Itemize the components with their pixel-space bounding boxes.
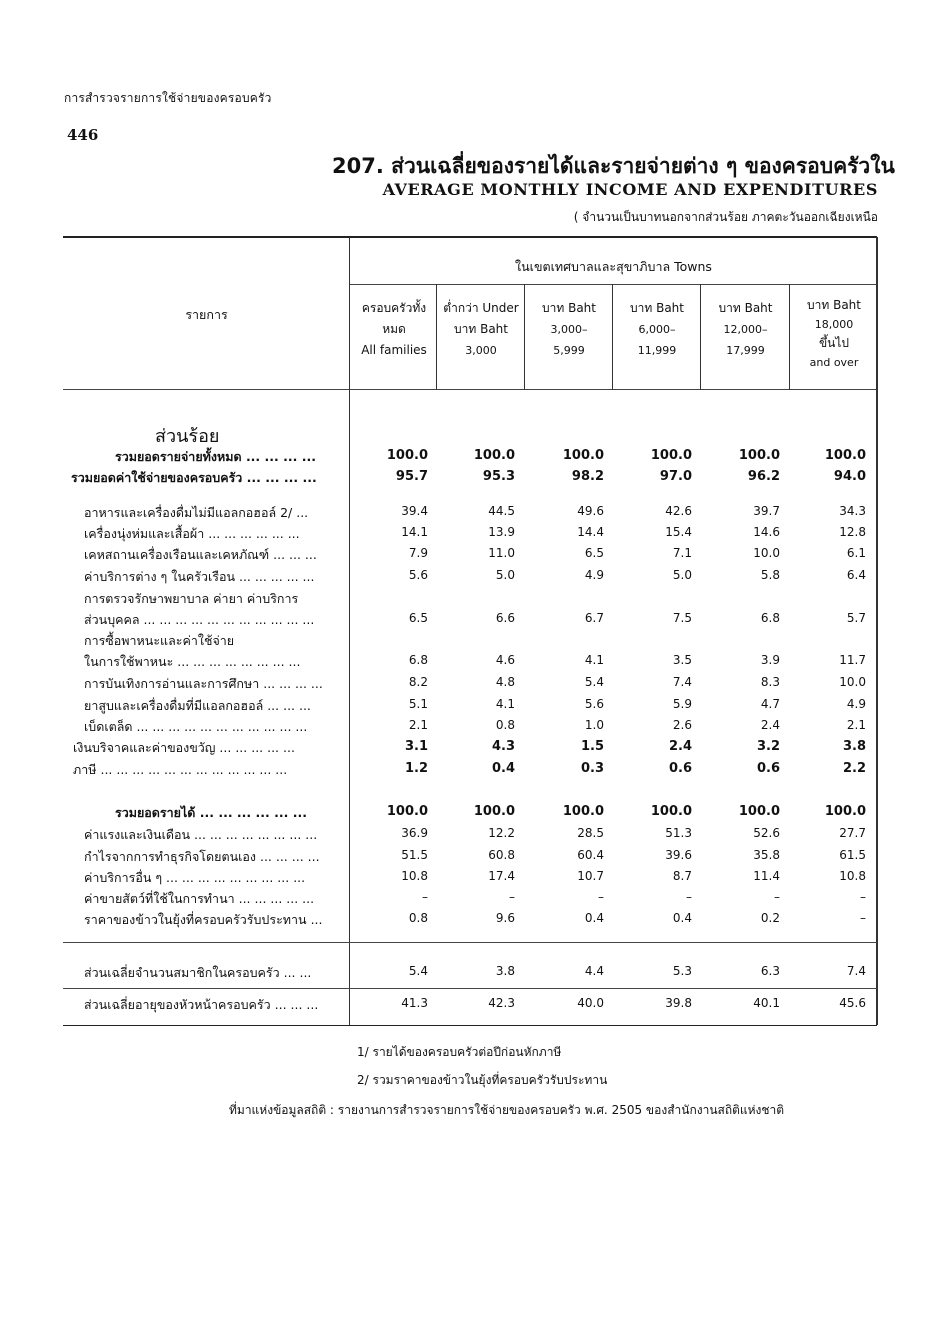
col-divider — [436, 284, 437, 390]
table-cell: 6.7 — [584, 611, 604, 625]
table-cell: 4.9 — [846, 697, 866, 711]
table-cell: 39.6 — [665, 848, 692, 862]
table-cell: 5.6 — [408, 568, 428, 582]
table-cell: 4.4 — [584, 964, 604, 978]
table-cell: 2.1 — [846, 718, 866, 732]
column-header-all-families: ครอบครัวทั้ง หมด All families — [361, 301, 427, 357]
running-title: การสำรวจรายการใช้จ่ายของครอบครัว — [64, 91, 272, 105]
table-cell: 28.5 — [577, 826, 604, 840]
table-cell: 3.1 — [404, 739, 428, 754]
table-cell: 42.3 — [488, 996, 515, 1010]
table-cell: 11.0 — [488, 546, 515, 560]
item-header: รายการ — [185, 307, 228, 322]
table-cell: – — [860, 911, 866, 925]
row-label: รวมยอดค่าใช้จ่ายของครอบครัว ... ... ... ... — [71, 470, 317, 485]
table-cell: 8.7 — [672, 869, 692, 883]
column-header-under-3000: ต่ำกว่า Under บาท Baht 3,000 — [443, 301, 519, 357]
column-header-12000-17999: บาท Baht 12,000– 17,999 — [718, 301, 773, 357]
table-cell: 39.4 — [401, 504, 428, 518]
row-label: เงินบริจาคและค่าของขวัญ ... ... ... ... ... — [73, 740, 295, 755]
table-cell: 4.9 — [584, 568, 604, 582]
table-cell: 8.3 — [760, 675, 780, 689]
table-cell: 7.5 — [672, 611, 692, 625]
row-label: ค่าแรงและเงินเดือน ... ... ... ... ... ... ... ... — [84, 827, 318, 842]
table-cell: 5.6 — [584, 697, 604, 711]
table-cell: 27.7 — [839, 826, 866, 840]
summary-rule — [63, 942, 877, 943]
table-cell: 13.9 — [488, 525, 515, 539]
table-cell: 52.6 — [753, 826, 780, 840]
row-label: รวมยอดรายจ่ายทั้งหมด ... ... ... ... — [115, 449, 316, 464]
table-cell: – — [686, 890, 692, 904]
table-cell: 4.6 — [495, 653, 515, 667]
table-cell: 100.0 — [386, 804, 428, 819]
col-divider — [524, 284, 525, 390]
table-cell: 6.4 — [846, 568, 866, 582]
table-cell: 7.4 — [672, 675, 692, 689]
table-cell: 5.4 — [584, 675, 604, 689]
table-cell: 2.1 — [408, 718, 428, 732]
table-cell: 36.9 — [401, 826, 428, 840]
row-label: เบ็ดเตล็ด ... ... ... ... ... ... ... ... ... ... ... — [84, 719, 308, 734]
table-cell: 6.3 — [760, 964, 780, 978]
table-cell: 100.0 — [824, 448, 866, 463]
row-label: เคหสถานเครื่องเรือนและเคหภัณฑ์ ... ... ... — [84, 547, 317, 562]
column-header-3000-5999: บาท Baht 3,000– 5,999 — [542, 301, 596, 357]
column-header-18000-over: บาท Baht 18,000 ขึ้นไป and over — [807, 298, 861, 369]
table-cell: 41.3 — [401, 996, 428, 1010]
table-cell: – — [422, 890, 428, 904]
table-cell: – — [598, 890, 604, 904]
source-note: ที่มาแห่งข้อมูลสถิติ : รายงานการสำรวจรายการใช้จ่ายของครอบครัว พ.ศ. 2505 ของสำนักงานสถิติแห่งชาติ — [229, 1103, 785, 1117]
table-cell: 0.6 — [756, 761, 780, 776]
table-cell: 6.1 — [846, 546, 866, 560]
row-label: กำไรจากการทำธุรกิจโดยตนเอง ... ... ... ... — [84, 849, 320, 864]
row-label: รวมยอดรายได้ ... ... ... ... ... ... — [115, 805, 307, 820]
header-bottom-rule — [63, 389, 877, 390]
table-cell: 100.0 — [738, 804, 780, 819]
table-cell: 6.5 — [408, 611, 428, 625]
table-cell: 100.0 — [824, 804, 866, 819]
table-cell: 51.5 — [401, 848, 428, 862]
table-cell: 5.3 — [672, 964, 692, 978]
table-cell: 100.0 — [562, 448, 604, 463]
row-label: อาหารและเครื่องดื่มไม่มีแอลกอฮอล์ 2/ ... — [84, 505, 309, 520]
table-cell: 96.2 — [747, 469, 780, 484]
table-cell: 0.6 — [668, 761, 692, 776]
col-divider — [700, 284, 701, 390]
table-cell: – — [509, 890, 515, 904]
table-cell: 14.4 — [577, 525, 604, 539]
table-cell: 4.7 — [760, 697, 780, 711]
table-cell: 5.1 — [408, 697, 428, 711]
table-top-rule — [63, 236, 877, 238]
col-divider — [349, 237, 350, 1025]
table-cell: 97.0 — [659, 469, 692, 484]
table-cell: 7.4 — [846, 964, 866, 978]
table-cell: 6.5 — [584, 546, 604, 560]
table-cell: 15.4 — [665, 525, 692, 539]
table-cell: 60.4 — [577, 848, 604, 862]
table-cell: 10.8 — [401, 869, 428, 883]
row-label: ในการใช้พาหนะ ... ... ... ... ... ... ... ... — [84, 654, 301, 669]
row-label: การบันเทิงการอ่านและการศึกษา ... ... ... ... — [84, 676, 323, 691]
footnote-2: 2/ รวมราคาของข้าวในยุ้งที่ครอบครัวรับประทาน — [357, 1073, 608, 1087]
table-cell: 4.3 — [491, 739, 515, 754]
table-cell: 94.0 — [833, 469, 866, 484]
table-cell: 0.4 — [672, 911, 692, 925]
table-cell: 42.6 — [665, 504, 692, 518]
table-cell: 11.4 — [753, 869, 780, 883]
table-cell: 39.7 — [753, 504, 780, 518]
table-cell: 5.7 — [846, 611, 866, 625]
row-label: ค่าบริการอื่น ๆ ... ... ... ... ... ... ... ... ... — [84, 870, 306, 885]
table-cell: 0.3 — [580, 761, 604, 776]
row-label: ส่วนเฉลี่ยจำนวนสมาชิกในครอบครัว ... ... — [84, 965, 312, 980]
table-cell: 95.7 — [395, 469, 428, 484]
table-cell: 17.4 — [488, 869, 515, 883]
table-cell: 12.2 — [488, 826, 515, 840]
table-cell: 4.1 — [584, 653, 604, 667]
table-cell: – — [860, 890, 866, 904]
table-cell: 0.4 — [584, 911, 604, 925]
table-cell: 1.5 — [580, 739, 604, 754]
table-cell: 0.2 — [760, 911, 780, 925]
table-cell: 6.8 — [408, 653, 428, 667]
table-cell: 6.8 — [760, 611, 780, 625]
table-cell: 10.7 — [577, 869, 604, 883]
table-cell: 1.0 — [584, 718, 604, 732]
table-cell: 40.0 — [577, 996, 604, 1010]
table-cell: 98.2 — [571, 469, 604, 484]
table-cell: 100.0 — [473, 448, 515, 463]
table-cell: 61.5 — [839, 848, 866, 862]
table-cell: 3.5 — [672, 653, 692, 667]
table-title-thai: 207. ส่วนเฉลี่ยของรายได้และรายจ่ายต่าง ๆ ของครอบครัวใน — [332, 154, 895, 178]
table-cell: 10.8 — [839, 869, 866, 883]
table-cell: 11.7 — [839, 653, 866, 667]
table-cell: 0.4 — [491, 761, 515, 776]
table-bottom-rule — [63, 1025, 877, 1026]
table-cell: 10.0 — [839, 675, 866, 689]
table-cell: 5.0 — [672, 568, 692, 582]
table-cell: 10.0 — [753, 546, 780, 560]
table-cell: 3.8 — [495, 964, 515, 978]
table-cell: 5.0 — [495, 568, 515, 582]
table-cell: 4.1 — [495, 697, 515, 711]
table-cell: 45.6 — [839, 996, 866, 1010]
row-label: การตรวจรักษาพยาบาล ค่ายา ค่าบริการ — [84, 591, 299, 606]
table-cell: 2.6 — [672, 718, 692, 732]
table-cell: 2.4 — [760, 718, 780, 732]
summary-rule — [63, 988, 877, 989]
table-cell: 9.6 — [495, 911, 515, 925]
table-cell: 2.4 — [668, 739, 692, 754]
page-number: 446 — [67, 126, 99, 144]
table-cell: 14.1 — [401, 525, 428, 539]
table-cell: 100.0 — [473, 804, 515, 819]
table-cell: 100.0 — [386, 448, 428, 463]
table-cell: 1.2 — [404, 761, 428, 776]
table-cell: 100.0 — [562, 804, 604, 819]
table-cell: 6.6 — [495, 611, 515, 625]
table-cell: 0.8 — [495, 718, 515, 732]
row-label: เครื่องนุ่งห่มและเสื้อผ้า ... ... ... ... ... ... — [84, 526, 300, 541]
table-cell: 34.3 — [839, 504, 866, 518]
table-cell: 5.4 — [408, 964, 428, 978]
table-cell: 4.8 — [495, 675, 515, 689]
column-header-6000-11999: บาท Baht 6,000– 11,999 — [630, 301, 684, 357]
table-cell: 44.5 — [488, 504, 515, 518]
table-cell: 51.3 — [665, 826, 692, 840]
row-label: การซื้อพาหนะและค่าใช้จ่าย — [84, 633, 235, 648]
table-cell: 49.6 — [577, 504, 604, 518]
table-cell: 8.2 — [408, 675, 428, 689]
towns-header: ในเขตเทศบาลและสุขาภิบาล Towns — [515, 259, 712, 274]
table-cell: 39.8 — [665, 996, 692, 1010]
table-cell: 100.0 — [650, 448, 692, 463]
row-label: ส่วนบุคคล ... ... ... ... ... ... ... ... ... ... ... — [84, 612, 315, 627]
table-cell: 100.0 — [738, 448, 780, 463]
table-cell: 95.3 — [482, 469, 515, 484]
table-cell: 35.8 — [753, 848, 780, 862]
table-cell: 12.8 — [839, 525, 866, 539]
footnote-1: 1/ รายได้ของครอบครัวต่อปีก่อนหักภาษี — [357, 1045, 562, 1059]
row-label: ค่าขายสัตว์ที่ใช้ในการทำนา ... ... ... ... ... — [84, 891, 315, 906]
table-cell: 40.1 — [753, 996, 780, 1010]
row-label: ส่วนเฉลี่ยอายุของหัวหน้าครอบครัว ... ... ... — [84, 997, 319, 1012]
table-cell: 2.2 — [842, 761, 866, 776]
table-cell: 5.8 — [760, 568, 780, 582]
table-cell: 100.0 — [650, 804, 692, 819]
table-cell: 14.6 — [753, 525, 780, 539]
table-cell: 60.8 — [488, 848, 515, 862]
table-cell: 7.1 — [672, 546, 692, 560]
towns-divider — [350, 284, 876, 285]
table-cell: 3.9 — [760, 653, 780, 667]
row-label: ราคาของข้าวในยุ้งที่ครอบครัวรับประทาน ... — [84, 912, 323, 927]
col-divider — [789, 284, 790, 390]
table-title-english: AVERAGE MONTHLY INCOME AND EXPENDITURES — [382, 180, 878, 199]
row-label: ค่าบริการต่าง ๆ ในครัวเรือน ... ... ... ... ... — [84, 569, 315, 584]
table-cell: 5.9 — [672, 697, 692, 711]
row-label: ยาสูบและเครื่องดื่มที่มีแอลกอฮอล์ ... ... ... — [84, 698, 311, 713]
table-cell: 3.8 — [842, 739, 866, 754]
table-cell: 3.2 — [756, 739, 780, 754]
table-cell: 7.9 — [408, 546, 428, 560]
table-cell: – — [774, 890, 780, 904]
row-label: ภาษี ... ... ... ... ... ... ... ... ... ... ... ... — [73, 762, 288, 777]
table-subtitle: ( จำนวนเป็นบาทนอกจากส่วนร้อย ภาคตะวันออกเฉียงเหนือ — [573, 210, 878, 224]
section-label-percent: ส่วนร้อย — [155, 426, 220, 447]
col-divider — [612, 284, 613, 390]
table-cell: 0.8 — [408, 911, 428, 925]
